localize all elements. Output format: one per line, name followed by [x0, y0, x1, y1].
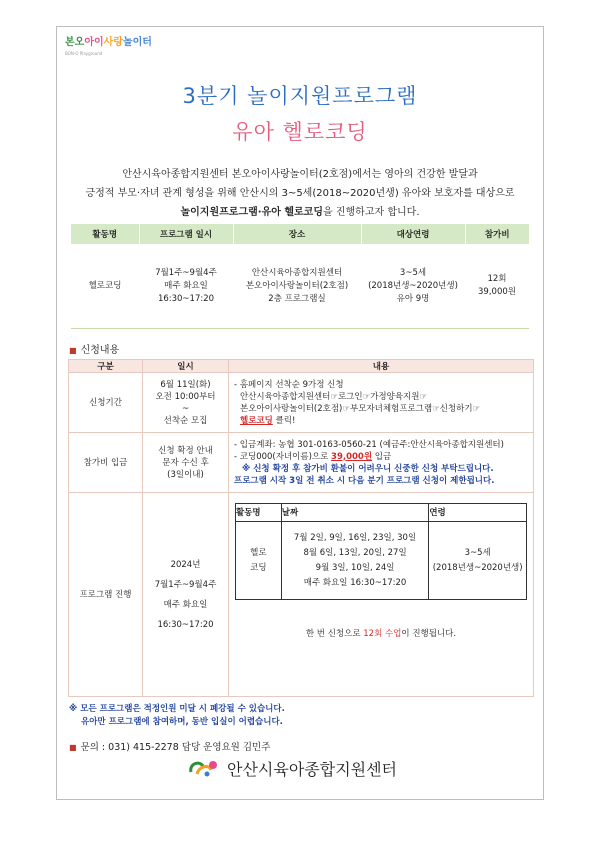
header-category: 구분: [69, 360, 143, 373]
content-program: [229, 493, 534, 697]
inner-header-date: 날짜: [281, 504, 429, 522]
header-place: 장소: [233, 224, 361, 244]
cell-fee: 12회 39,000원: [465, 244, 529, 328]
center-logo: 안산시육아종합지원센터: [187, 757, 397, 779]
intro-paragraph: 안산시육아종합지원센터 본오아이사랑놀이터(2호점)에서는 영아의 건강한 발달과 긍정적 부모·자녀 관계 형성을 위해 안산시의 3~5세(2018~2020년생) 유아와 보호자를 대상으로 놀이지원프로그램·유아 헬로코딩을 진행하고자 합니다.: [85, 169, 515, 218]
header-age: 대상연령: [361, 224, 465, 244]
inner-cell-dates: 7월 2일, 9일, 16일, 23일, 30일 8월 6일, 13일, 20일, 27일 9월 3일, 10일, 24일 매주 화요일 16:30~17:20: [281, 522, 429, 600]
notes: ※ 모든 프로그램은 적정인원 미달 시 폐강될 수 있습니다. 유아만 프로그램에 참여하며, 동반 입실이 어렵습니다.: [69, 704, 285, 727]
table-row: [69, 493, 534, 697]
header-fee: 참가비: [465, 224, 529, 244]
cell-place: 안산시육아종합지원센터 본오아이사랑놀이터(2호점) 2층 프로그램실: [233, 244, 361, 328]
header-date: 일시: [143, 360, 229, 373]
table-row: [236, 522, 527, 600]
inner-cell-age: 3~5세 (2018년생~2020년생): [429, 522, 527, 600]
table-row: [71, 244, 529, 328]
inner-header-activity: 활동명: [236, 504, 282, 522]
document-page: [56, 26, 544, 800]
playground-logo: 본오아이사랑놀이터: [65, 37, 152, 48]
date-period: 6월 11일(화) 오전 10:00부터 ~ 선착순 모집: [143, 373, 229, 433]
inner-header-age: 연령: [429, 504, 527, 522]
page-title: 3분기 놀이지원프로그램: [182, 84, 418, 108]
sessions-note: 한 번 신청으로 12회 수업이 진행됩니다.: [305, 629, 457, 639]
label-period: 신청기간: [69, 373, 143, 433]
application-table: [68, 359, 534, 697]
center-logo-icon: [187, 758, 221, 778]
cell-activity: 헬로코딩: [71, 244, 139, 328]
schedule-table: [235, 503, 527, 600]
cell-datetime: 7월1주~9월4주 매주 화요일 16:30~17:20: [139, 244, 233, 328]
date-payment: 신청 확정 안내 문자 수신 후 (3일이내): [143, 433, 229, 493]
header-activity: 활동명: [71, 224, 139, 244]
table-row: [69, 373, 534, 433]
table-row: [69, 433, 534, 493]
inner-cell-activity: 헬로 코딩: [236, 522, 282, 600]
square-bullet-icon: ■: [69, 743, 77, 752]
content-payment: - 입금계좌: 농협 301-0163-0560-21 (예금주:안산시육아종합지원센터) - 코딩000(자녀이름)으로 39,000원 입금 ※ 신청 확정 후 참가비 환불이 어려우니 신중한 신청 부탁드립니다. 프로그램 시작 3일 전 취소 시 다음 분기 프로그램 신청이 제한됩니다.: [229, 433, 534, 493]
page-subtitle: 유아 헬로코딩: [232, 120, 368, 144]
section-label-apply: ■ 신청내용: [69, 345, 120, 356]
program-summary-table: [71, 224, 529, 329]
date-program: 2024년 7월1주~9월4주 매주 화요일 16:30~17:20: [143, 493, 229, 697]
label-payment: 참가비 입금: [69, 433, 143, 493]
header-content: 내용: [229, 360, 534, 373]
logo-subtext: BON-O Playground: [65, 51, 103, 56]
square-bullet-icon: ■: [69, 346, 77, 355]
header-datetime: 프로그램 일시: [139, 224, 233, 244]
label-program: 프로그램 진행: [69, 493, 143, 697]
contact-info: ■ 문의 : 031) 415-2278 담당 운영요원 김민주: [69, 742, 271, 753]
cell-age: 3~5세 (2018년생~2020년생) 유아 9명: [361, 244, 465, 328]
content-period: - 홈페이지 선착순 9가정 신청 안산시육아종합지원센터☞로그인☞가정양육지원☞ 본오아이사랑놀이터(2호점)☞부모자녀체험프로그램☞신청하기☞ 헬로코딩 클릭!: [229, 373, 534, 433]
